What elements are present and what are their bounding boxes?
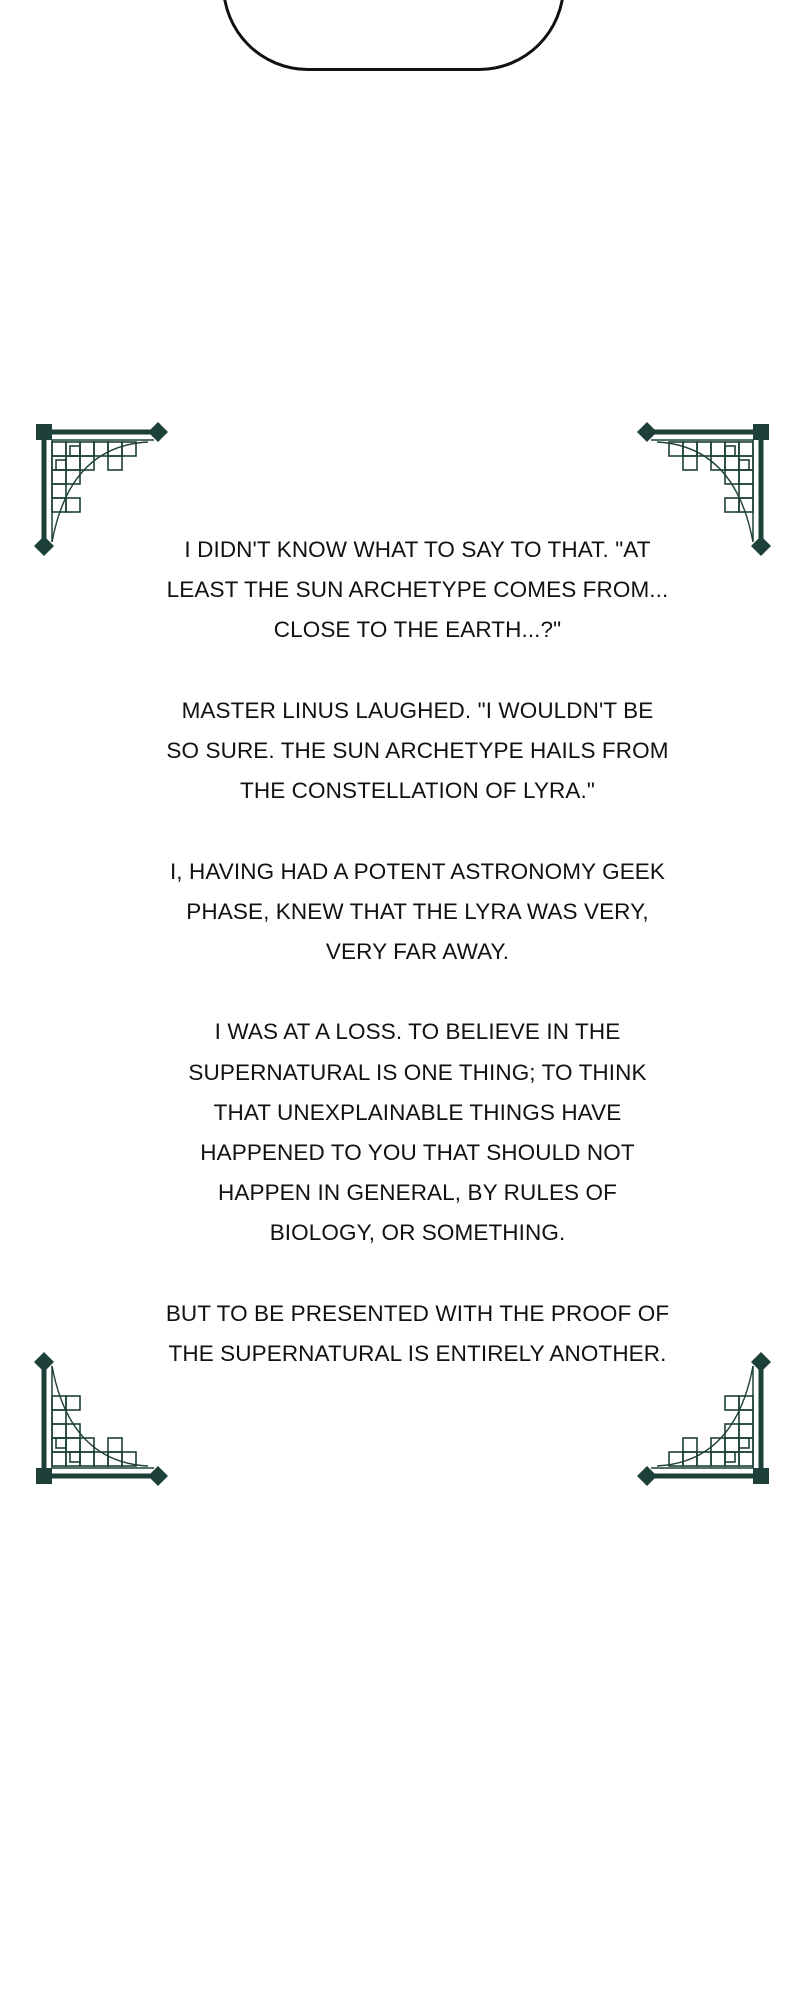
narration-paragraph-1: I DIDN'T KNOW WHAT TO SAY TO THAT. "AT LEAST THE SUN ARCHETYPE COMES FROM... CLOSE TO THE EARTH...?" (166, 537, 669, 643)
corner-ornament-bottom-right-icon (635, 1350, 775, 1490)
narration-paragraph-2: MASTER LINUS LAUGHED. "I WOULDN'T BE SO SURE. THE SUN ARCHETYPE HAILS FROM THE CONSTELLATION OF LYRA." (166, 697, 669, 804)
corner-ornament-top-left-icon (30, 418, 170, 558)
narration-paragraph-3: I, HAVING HAD A POTENT ASTRONOMY GEEK PHASE, KNEW THAT THE LYRA WAS VERY, VERY FAR AWAY. (169, 858, 666, 964)
narration-paragraph-4: I WAS AT A LOSS. TO BELIEVE IN THE SUPERNATURAL IS ONE THING; TO THINK THAT UNEXPLAINABLE THINGS HAVE HAPPENED TO YOU THAT SHOULD NOT HAPPEN IN GENERAL, BY RULES OF BIOLOGY, OR SOMETHING. (188, 1019, 647, 1246)
narration-box (30, 418, 775, 1490)
narration-text (165, 530, 670, 1374)
corner-ornament-bottom-left-icon (30, 1350, 170, 1490)
narration-paragraph-5: BUT TO BE PRESENTED WITH THE PROOF OF THE SUPERNATURAL IS ENTIRELY ANOTHER. (165, 1300, 670, 1366)
speech-bubble (222, 0, 565, 71)
